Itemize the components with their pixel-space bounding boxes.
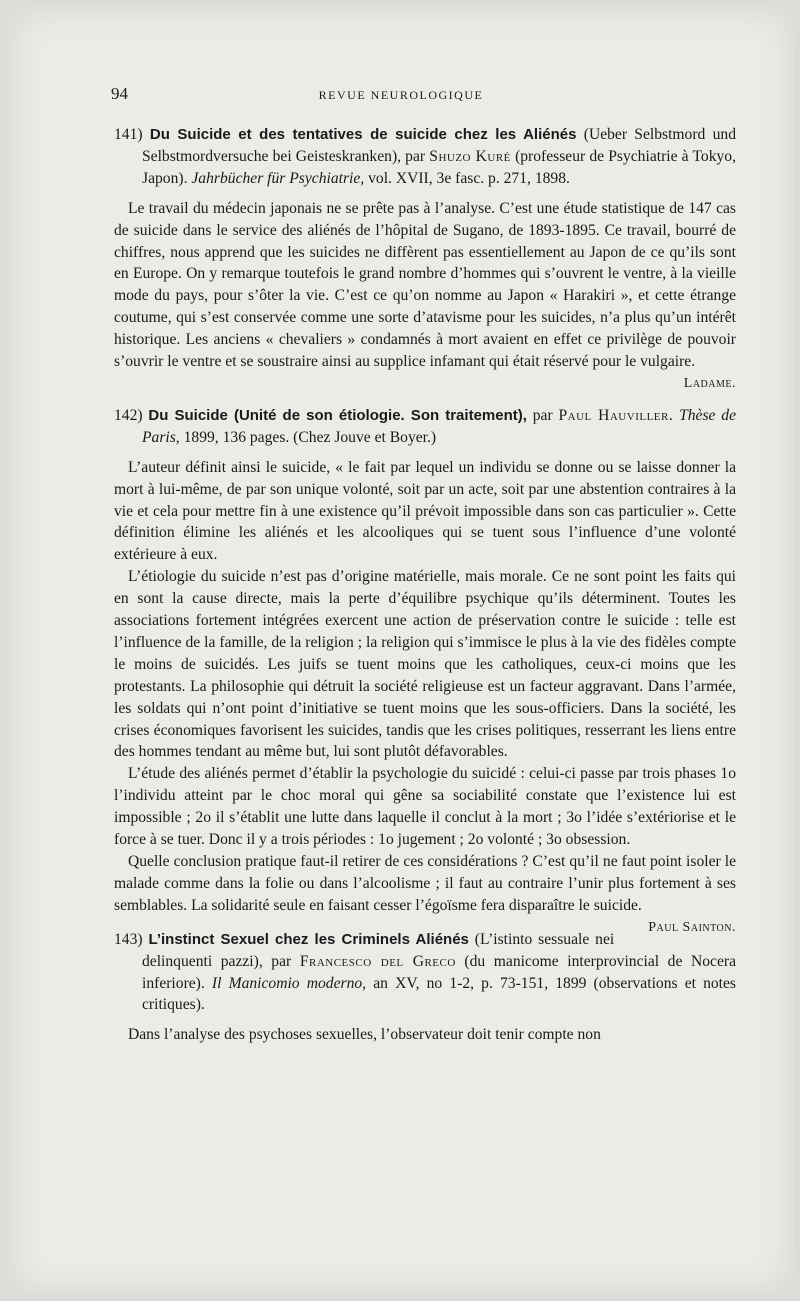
page-number: 94 xyxy=(111,84,128,103)
entry-author: Francesco del Greco xyxy=(299,952,456,970)
entry-affiliation: (du manicome interprovincial de Nocera inferiore). xyxy=(142,952,736,992)
entry-paragraph: Dans l’analyse des psychoses sexuelles, l’observateur doit tenir compte non xyxy=(128,1026,601,1044)
entry-author: Paul Hauviller. xyxy=(558,406,674,424)
entry-paragraph-last xyxy=(114,851,736,935)
entry-author: Shuzo Kuré xyxy=(429,147,511,165)
entry-paragraph: Le travail du médecin japonais ne se prête pas à l’analyse. C’est une étude statistique de 147 cas de suicide dans le service des aliénés de l’hôpital de Sugano, de 1893-1895. Ce travail, bourré de chiffres, nous apprend que les suicides ne diffèrent pas essentiellement au Japon de ce qu’ils sont en Europe. On y remarque toutefois le grand nombre d’hommes qui s’ouvrent le ventre, à la vieille mode du pays, pour s’ôter la vie. C’est ce qu’on nomme au Japon « Harakiri », et cette étrange coutume, qui s’est conservée comme une sorte d’atavisme pour les suicides, n’a plus qu’un intérêt historique. Les anciens « chevaliers » condamnés à mort avaient en effet ce privilège de pouvoir s’ouvrir le ventre et se soustraire ainsi au supplice infamant qui était réservé pour le vulgaire. xyxy=(114,199,736,371)
entry-signature: Paul Sainton. xyxy=(648,919,736,935)
entry-subtitle: (Ueber Selbstmord und Selbstmordversuche bei Geisteskranken), par xyxy=(142,126,737,165)
entry-journal: Thèse de Paris, xyxy=(142,406,736,446)
entry-paragraph: L’étude des aliénés permet d’établir la psychologie du suicidé : celui-ci passe par trois phases 1o l’individu atteint par le choc moral qui gêne sa sociabilité constate que l’existence lui est impossible ; 2o il s’établit une lutte dans laquelle il conclut à la mort ; 3o l’idée s’extériorise et le force à se tuer. Donc il y a trois périodes : 1o jugement ; 2o volonté ; 3o obsession. xyxy=(114,765,736,849)
abstract-entry-141 xyxy=(114,124,736,395)
entry-paragraph-text: Quelle conclusion pratique faut-il retirer de ces considérations ? C’est qu’il ne faut point isoler le malade comme dans la folie ou dans l’alcoolisme ; il faut au contraire l’unir plus fortement à ses semblables. La solidarité seule en faisant cesser l’égoïsme fera disparaître le suicide. xyxy=(114,853,736,914)
entry-paragraph: L’étiologie du suicide n’est pas d’origine matérielle, mais morale. Ce ne sont point les faits qui en sont la cause directe, mais la perte d’équilibre psychique qu’ils déterminent. Toutes les associations fortement intégrées exercent une action de préservation contre le suicide : telle est l’influence de la famille, de la religion ; la religion qui s’immisce le plus à la vie des fidèles compte le moins de suicidés. Les juifs se tuent moins que les catholiques, ceux-ci moins que les protestants. La philosophie qui détruit la société religieuse est un facteur aggravant. Dans l’armée, les soldats qui n’ont point d’initiative se tuent moins que les sous-officiers. Dans la société, les crises économiques favorisent les suicides, tandis que les crises politiques, resserrant les liens entre des hommes tendant au même but, lui sont plutôt défavorables. xyxy=(114,568,736,761)
entry-affiliation: (professeur de Psychiatrie à Tokyo, Japon). xyxy=(142,147,736,187)
entry-heading xyxy=(114,929,736,1017)
entry-title: Du Suicide (Unité de son étiologie. Son traitement), xyxy=(148,406,527,424)
journal-page xyxy=(8,6,794,1294)
entry-journal: Il Manicomio moderno, xyxy=(211,974,367,992)
abstract-entry-142 xyxy=(114,405,736,935)
page-content xyxy=(114,124,736,1046)
entry-journal: Jahrbücher für Psychiatrie, xyxy=(191,169,365,187)
entry-citation: 1899, 136 pages. (Chez Jouve et Boyer.) xyxy=(183,428,437,446)
entry-heading xyxy=(114,124,736,190)
entry-citation: vol. XVII, 3e fasc. p. 271, 1898. xyxy=(368,169,570,187)
entry-subtitle: (L’istinto sessuale nei delinquenti pazzi), par xyxy=(142,930,615,970)
entry-citation: an XV, no 1-2, p. 73-151, 1899 (observations et notes critiques). xyxy=(142,974,737,1014)
entry-title: L’instinct Sexuel chez les Criminels Aliénés xyxy=(148,930,469,948)
entry-heading xyxy=(114,405,736,449)
entry-number: 142) xyxy=(114,406,143,424)
entry-number: 141) xyxy=(114,126,143,143)
entry-subtitle: par xyxy=(532,406,553,424)
page-header xyxy=(8,82,794,112)
entry-title: Du Suicide et des tentatives de suicide chez les Aliénés xyxy=(149,126,577,143)
running-title: REVUE NEUROLOGIQUE xyxy=(318,88,484,102)
entry-signature: Ladame. xyxy=(683,375,736,391)
entry-number: 143) xyxy=(114,930,143,948)
abstract-entry-143 xyxy=(114,929,736,1047)
entry-paragraph: L’auteur définit ainsi le suicide, « le fait par lequel un individu se donne ou se laisse donner la mort à lui-même, de par son unique volonté, soit par un acte, soit par une abstention contraires à la vie et cela pour mettre fin à une existence qu’il prévoit impossible dans son cas particulier ». Cette définition élimine les aliénés et les alcooliques qui se tuent sous l’influence d’une volonté extérieure à eux. xyxy=(114,458,736,564)
